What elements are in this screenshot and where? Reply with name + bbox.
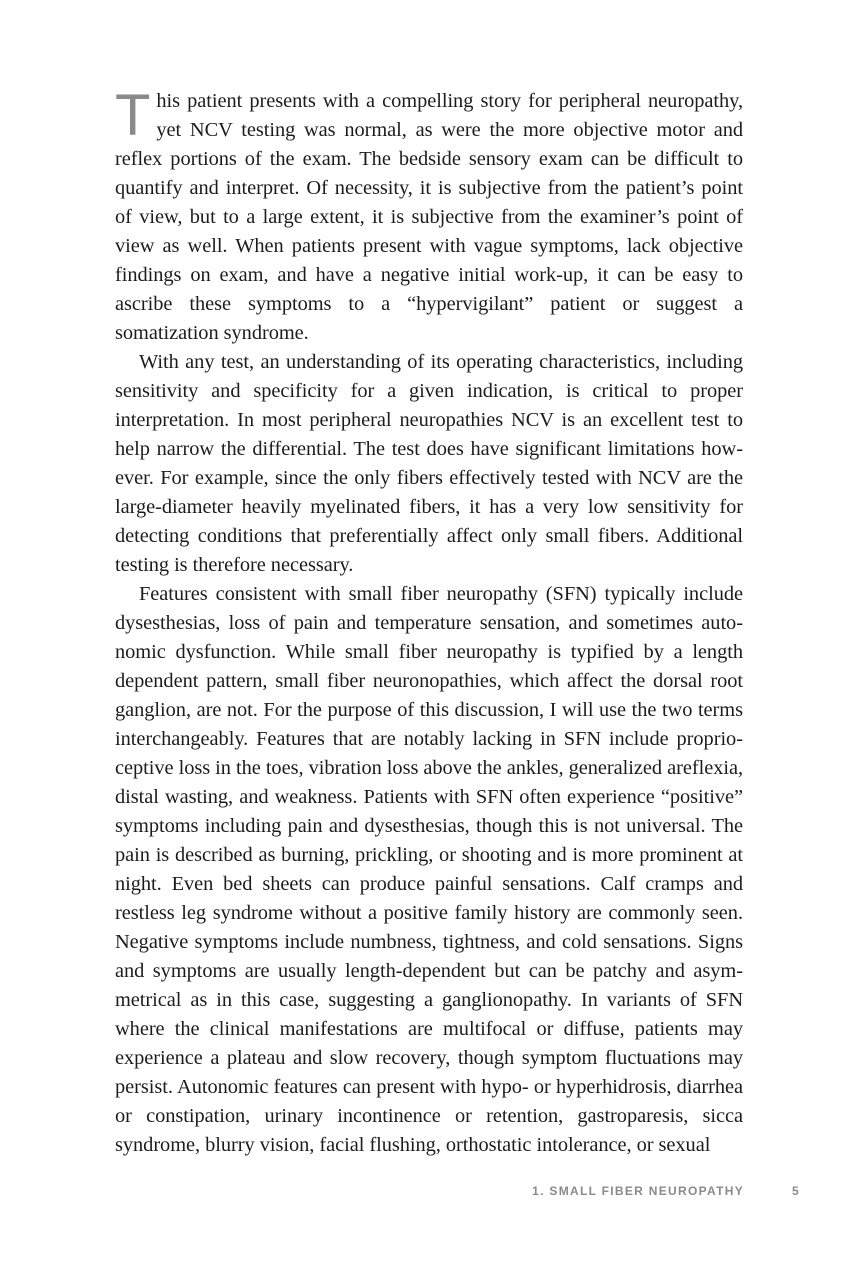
page-number: 5 xyxy=(792,1184,800,1198)
page-body xyxy=(115,83,743,1160)
page-footer xyxy=(0,1184,861,1202)
paragraph-2: With any test, an understanding of its operating characteristics, including sensitivity and specificity for a given indication, is critical to proper interpretation. In most peripheral neuropathies NCV is an excellent test to help narrow the differential. The test does have significant limitations however. For example, since the only fibers effectively tested with NCV are the large-diameter heavily myelinated fibers, it has a very low sensitivity for detecting conditions that preferentially affect only small fibers. Additional testing is therefore necessary. xyxy=(115,351,743,576)
paragraph-3: Features consistent with small fiber neuropathy (SFN) typically include dysesthesias, loss of pain and temperature sensation, and sometimes autonomic dysfunction. While small fiber neuropathy is typified by a length dependent pattern, small fiber neuronopathies, which affect the dorsal root ganglion, are not. For the purpose of this discussion, I will use the two terms interchangeably. Features that are notably lacking in SFN include proprioceptive loss in the toes, vibration loss above the ankles, generalized areflexia, distal wasting, and weakness. Patients with SFN often experience “positive” symptoms including pain and dysesthesias, though this is not universal. The pain is described as burning, prickling, or shooting and is more prominent at night. Even bed sheets can produce painful sensations. Calf cramps and restless leg syndrome without a positive family history are commonly seen. Negative symptoms include numbness, tightness, and cold sensations. Signs and symptoms are usually length-dependent but can be patchy and asymmetrical as in this case, suggesting a ganglionopathy. In variants of SFN where the clinical manifestations are multifocal or diffuse, patients may experience a plateau and slow recovery, though symptom fluctuations may persist. Autonomic features can present with hypo- or hyperhidrosis, diarrhea or constipation, urinary incontinence or retention, gastroparesis, sicca syndrome, blurry vision, facial flushing, orthostatic intolerance, or sexual xyxy=(115,583,743,1156)
paragraph-1 xyxy=(115,83,743,348)
paragraph-1-text: his patient presents with a compelling story for peripheral neuropathy, yet NCV testing was normal, as were the more objective motor and reflex portions of the exam. The bedside sensory exam can be difficult to quantify and interpret. Of necessity, it is subjective from the patient’s point of view, but to a large extent, it is subjective from the examiner’s point of view as well. When patients present with vague symptoms, lack objective findings on exam, and have a negative initial work-up, it can be easy to ascribe these symptoms to a “hypervigilant” patient or suggest a somatization syndrome. xyxy=(115,90,743,344)
drop-cap: T xyxy=(115,83,151,148)
running-head: 1. SMALL FIBER NEUROPATHY xyxy=(532,1184,744,1198)
